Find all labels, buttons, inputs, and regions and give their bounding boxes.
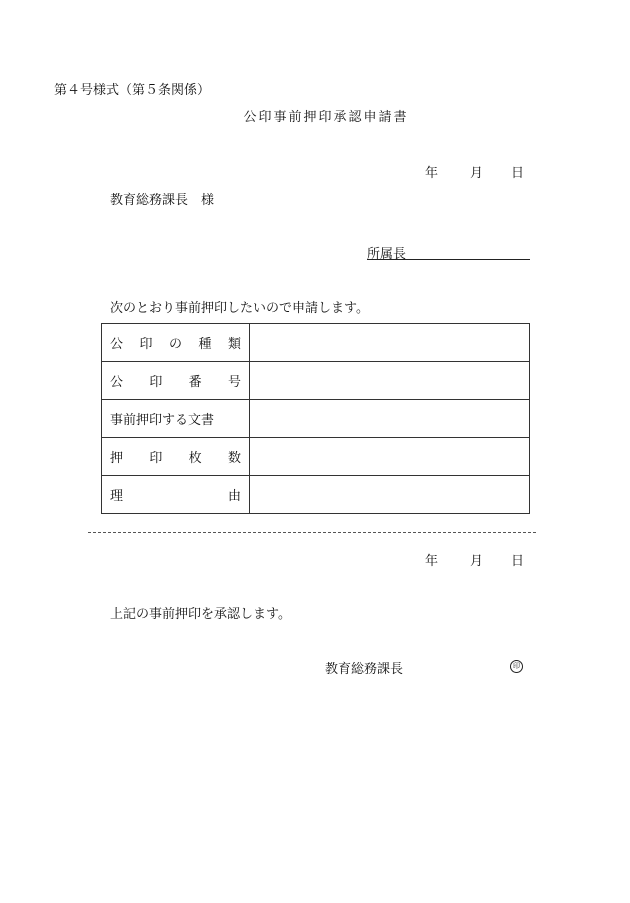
request-sentence: 次のとおり事前押印したいので申請します。 bbox=[110, 301, 369, 316]
row-label-char: 番 bbox=[188, 375, 202, 390]
approval-date bbox=[0, 550, 630, 568]
row-label-char: 印 bbox=[149, 451, 163, 466]
row-label-char: 類 bbox=[227, 337, 241, 352]
table-row bbox=[102, 324, 530, 362]
table-row bbox=[102, 438, 530, 476]
row-label-char: 印 bbox=[139, 337, 153, 352]
row-value-field[interactable] bbox=[250, 438, 530, 476]
row-label-cell bbox=[102, 476, 250, 514]
application-date bbox=[0, 162, 630, 180]
row-label-cell bbox=[102, 400, 250, 438]
dashed-divider bbox=[88, 532, 536, 533]
row-value-field[interactable] bbox=[250, 362, 530, 400]
approver-title: 教育総務課長 bbox=[325, 662, 404, 677]
form-number: 第４号様式（第５条関係） bbox=[54, 83, 211, 98]
table-row bbox=[102, 400, 530, 438]
date-year-label: 年 bbox=[425, 166, 439, 181]
row-label-char: 理 bbox=[110, 489, 124, 504]
row-label-cell bbox=[102, 362, 250, 400]
row-label-char: 数 bbox=[227, 451, 241, 466]
date-month-label: 月 bbox=[470, 554, 484, 569]
approval-sentence: 上記の事前押印を承認します。 bbox=[110, 607, 291, 622]
row-label-char: 印 bbox=[149, 375, 163, 390]
affiliation-label: 所属長 bbox=[367, 247, 407, 262]
row-label-char: 押 bbox=[110, 451, 124, 466]
row-label-cell bbox=[102, 324, 250, 362]
row-value-field[interactable] bbox=[250, 324, 530, 362]
addressee: 教育総務課長 様 bbox=[110, 193, 215, 208]
date-day-label: 日 bbox=[511, 554, 525, 569]
row-label-char: 号 bbox=[227, 375, 241, 390]
affiliation-signature-line[interactable] bbox=[367, 259, 530, 260]
row-label-char: 公 bbox=[110, 337, 124, 352]
row-label-char: 枚 bbox=[188, 451, 202, 466]
row-label-char: 事前押印する文書 bbox=[110, 413, 215, 428]
row-label-char: 由 bbox=[227, 489, 241, 504]
details-table bbox=[101, 323, 530, 514]
row-value-field[interactable] bbox=[250, 400, 530, 438]
row-label-char: 種 bbox=[198, 337, 212, 352]
row-value-field[interactable] bbox=[250, 476, 530, 514]
date-month-label: 月 bbox=[470, 166, 484, 181]
row-label-cell bbox=[102, 438, 250, 476]
date-day-label: 日 bbox=[511, 166, 525, 181]
document-title: 公印事前押印承認申請書 bbox=[243, 110, 409, 125]
seal-icon: 印 bbox=[510, 660, 523, 673]
row-label-char: の bbox=[168, 337, 182, 352]
row-label-char: 公 bbox=[110, 375, 124, 390]
date-year-label: 年 bbox=[425, 554, 439, 569]
table-row bbox=[102, 476, 530, 514]
table-row bbox=[102, 362, 530, 400]
